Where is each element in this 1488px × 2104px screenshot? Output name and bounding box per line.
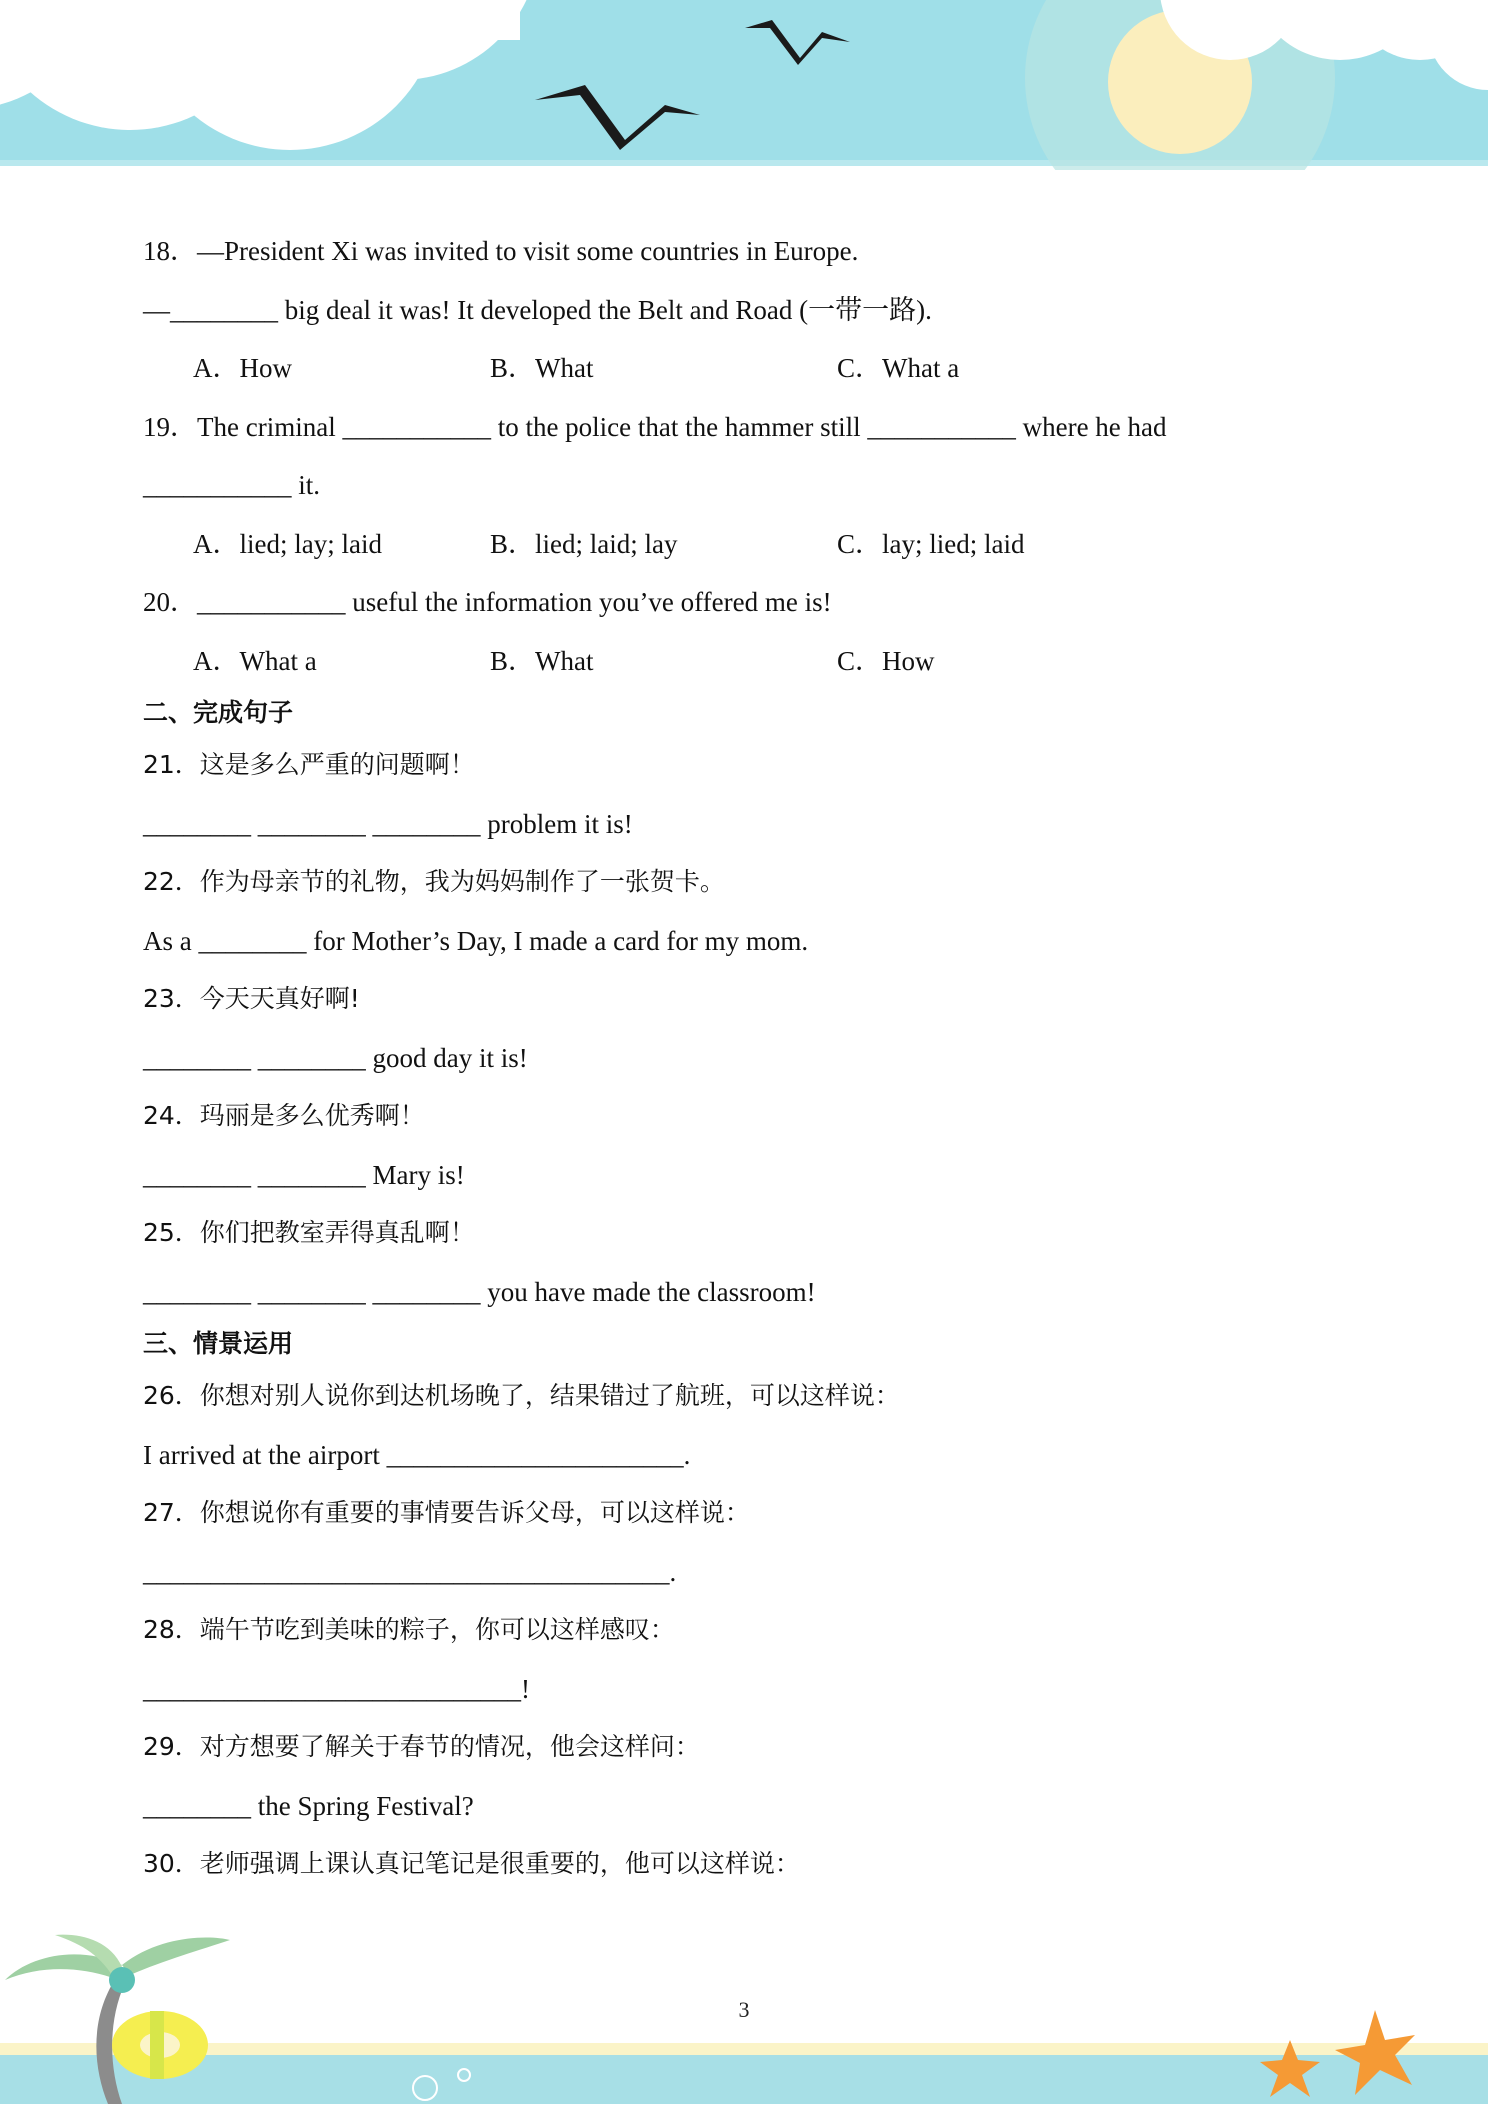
- question-26-prompt: 26．你想对别人说你到达机场晚了，结果错过了航班，可以这样说：: [143, 1381, 900, 1410]
- worksheet-content: [143, 222, 1363, 1894]
- question-19-line2: ___________ it.: [143, 470, 321, 500]
- question-27-prompt: 27．你想说你有重要的事情要告诉父母，可以这样说：: [143, 1498, 750, 1527]
- option-a: A．What a: [193, 645, 317, 676]
- question-23-prompt: 23．今天天真好啊!: [143, 984, 360, 1013]
- bottom-banner-illustration: [0, 1905, 1488, 2104]
- question-19-options: [143, 515, 1363, 574]
- question-18-line2: —________ big deal it was! It developed the Belt and Road (一带一路).: [143, 294, 932, 325]
- question-25-answer-line: ________ ________ ________ you have made the classroom!: [143, 1276, 816, 1307]
- question-27-answer-line: _______________________________________.: [143, 1556, 677, 1587]
- option-a: A．How: [193, 353, 292, 383]
- question-21-prompt: 21．这是多么严重的问题啊！: [143, 750, 475, 779]
- question-29-prompt: 29．对方想要了解关于春节的情况，他会这样问：: [143, 1732, 700, 1761]
- question-20-options: [143, 632, 1363, 691]
- question-23-answer-line: ________ ________ good day it is!: [143, 1042, 528, 1073]
- question-28-prompt: 28．端午节吃到美味的粽子，你可以这样感叹：: [143, 1615, 675, 1644]
- question-19-stem: 19．The criminal ___________ to the police that the hammer still ___________ where he had: [143, 411, 1167, 442]
- question-18-stem: 18．—President Xi was invited to visit some countries in Europe.: [143, 236, 859, 266]
- option-b: B．What: [490, 645, 594, 676]
- question-24-answer-line: ________ ________ Mary is!: [143, 1159, 465, 1190]
- question-28-answer-line: ____________________________!: [143, 1673, 530, 1704]
- option-c: C．How: [837, 645, 935, 676]
- question-21-answer-line: ________ ________ ________ problem it is!: [143, 808, 633, 839]
- question-25-prompt: 25．你们把教室弄得真乱啊！: [143, 1218, 475, 1247]
- question-20-stem: 20．___________ useful the information you’ve offered me is!: [143, 587, 832, 617]
- option-a: A．lied; lay; laid: [193, 528, 382, 559]
- section-heading-complete-sentences: 二、完成句子: [143, 698, 294, 727]
- option-b: B．What: [490, 353, 594, 383]
- top-banner-illustration: [0, 0, 1488, 170]
- option-c: C．lay; lied; laid: [837, 528, 1025, 559]
- page-number: 3: [738, 1997, 750, 2022]
- question-24-prompt: 24．玛丽是多么优秀啊！: [143, 1101, 425, 1130]
- option-c: C．What a: [837, 353, 960, 383]
- sand-strip: [0, 2043, 1488, 2055]
- swim-ring-icon: [112, 2011, 208, 2079]
- option-b: B．lied; laid; lay: [490, 528, 678, 559]
- section-heading-situational-use: 三、情景运用: [143, 1329, 294, 1358]
- question-22-prompt: 22．作为母亲节的礼物，我为妈妈制作了一张贺卡。: [143, 867, 725, 896]
- question-29-answer-line: ________ the Spring Festival?: [143, 1790, 474, 1821]
- question-30-prompt: 30．老师强调上课认真记笔记是很重要的，他可以这样说：: [143, 1849, 800, 1878]
- question-22-answer-line: As a ________ for Mother’s Day, I made a card for my mom.: [143, 925, 809, 956]
- question-26-answer-line: I arrived at the airport ______________________.: [143, 1439, 691, 1470]
- question-18-options: [143, 339, 1363, 398]
